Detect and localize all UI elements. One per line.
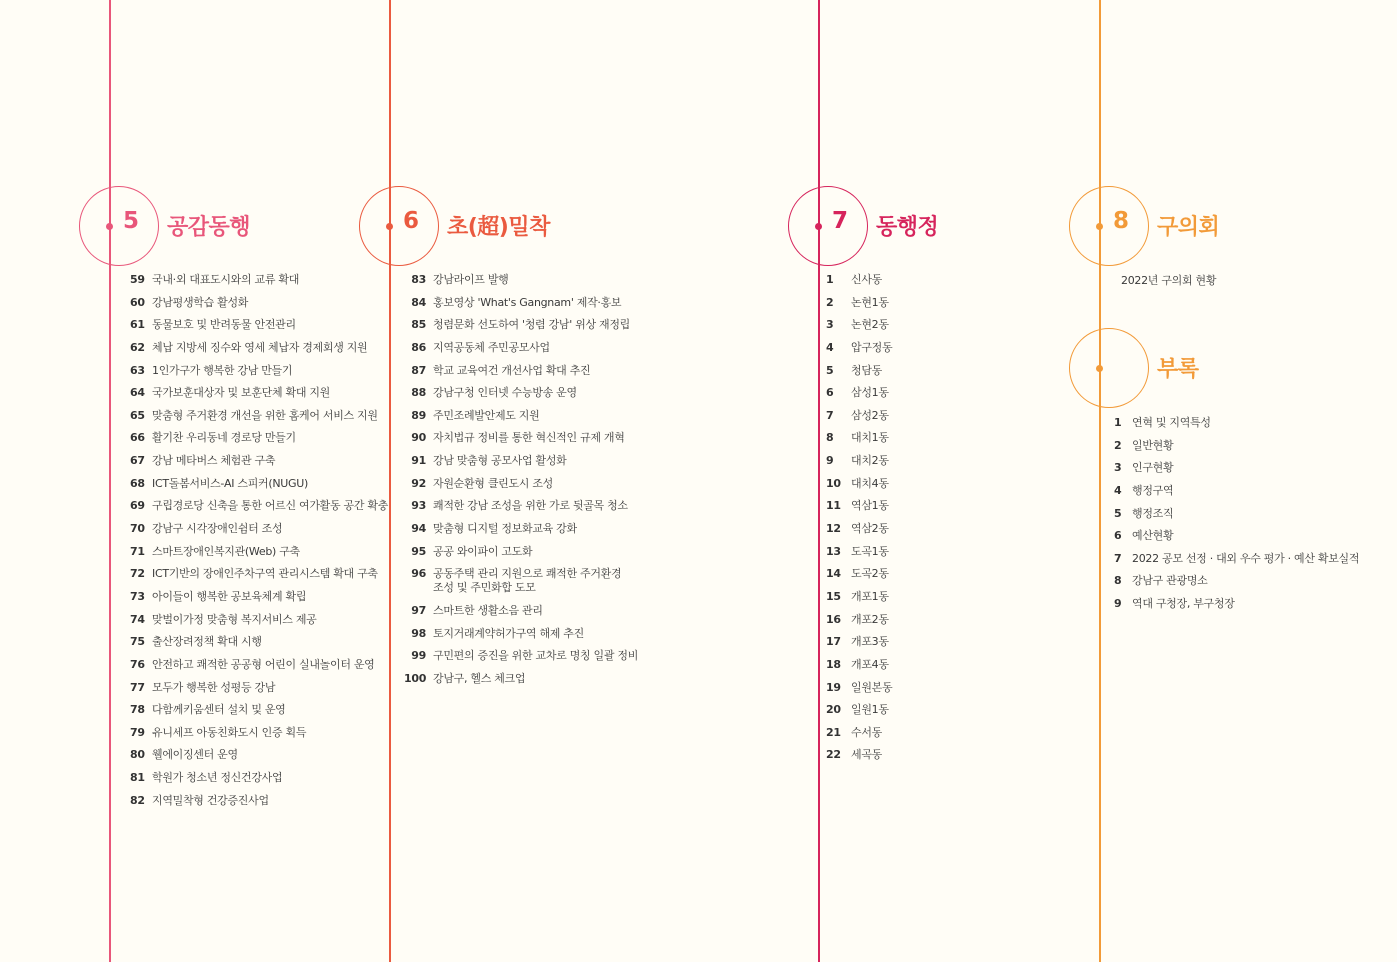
item-text: 웰에이징센터 운영: [152, 748, 238, 762]
item-text: 인구현황: [1132, 461, 1174, 475]
list-item: [404, 337, 638, 360]
item-text: 강남구청 인터넷 수능방송 운영: [433, 386, 577, 400]
item-text: 2022 공모 선정 · 대외 우수 평가 · 예산 확보실적: [1132, 551, 1360, 565]
list-item: [826, 314, 892, 337]
section-circle: [1069, 328, 1149, 408]
list-item: [117, 269, 388, 292]
item-text: 일원1동: [851, 703, 889, 717]
item-text: 학교 교육여건 개선사업 확대 추진: [433, 363, 591, 377]
list-item: [117, 631, 388, 654]
item-text: 토지거래계약허가구역 해제 추진: [433, 626, 584, 640]
item-text: 역삼1동: [851, 499, 889, 513]
item-text: 신사동: [851, 273, 882, 286]
item-text: 역삼2동: [851, 522, 889, 536]
list-item: [404, 314, 638, 337]
list-item: [117, 360, 388, 383]
item-number: 13: [826, 544, 841, 558]
list-item: [826, 609, 892, 632]
item-number: 16: [826, 612, 841, 626]
item-text: ICT기반의 장애인주차구역 관리시스템 확대 구축: [152, 567, 378, 581]
item-number: 5: [1114, 506, 1122, 520]
item-text: 개포2동: [851, 612, 889, 626]
section-appendix: [1069, 328, 1359, 616]
section-title: 부록: [1157, 357, 1199, 382]
item-number: 87: [411, 363, 426, 377]
section-6-list: [404, 269, 638, 691]
item-text: 스마트한 생활소음 관리: [433, 603, 543, 617]
item-text: 청담동: [851, 363, 882, 377]
item-text: 행정구역: [1132, 483, 1174, 497]
list-item: [826, 360, 892, 383]
item-number: 9: [826, 454, 834, 468]
list-item: [826, 382, 892, 405]
item-number: 8: [1114, 574, 1122, 588]
item-number: 70: [130, 522, 145, 536]
appendix-list: [1114, 412, 1359, 616]
section-title: 구의회: [1157, 215, 1220, 240]
item-number: 64: [130, 386, 145, 400]
section-dot: [106, 223, 113, 230]
list-item: [117, 337, 388, 360]
list-item: [826, 631, 892, 654]
list-item: [404, 292, 638, 315]
item-text: 강남라이프 발행: [433, 273, 509, 286]
item-number: 4: [1114, 483, 1122, 497]
item-number: 15: [826, 589, 841, 603]
list-item: [404, 495, 638, 518]
section-6-header: [359, 186, 638, 270]
list-item: [117, 427, 388, 450]
item-text: 공동주택 관리 지원으로 쾌적한 주거환경 조성 및 주민화합 도모: [433, 567, 622, 595]
item-number: 85: [411, 318, 426, 332]
item-number: 2: [826, 295, 834, 309]
list-item: [826, 405, 892, 428]
item-text: 개포3동: [851, 635, 889, 649]
list-item: [1114, 435, 1359, 458]
list-item: [117, 722, 388, 745]
item-text: 개포4동: [851, 657, 889, 671]
section-circle: [1069, 186, 1149, 266]
item-number: 14: [826, 567, 841, 581]
section-title: 초(超)밀착: [447, 215, 550, 240]
item-text: 강남구 시각장애인쉼터 조성: [152, 522, 283, 536]
item-number: 3: [1114, 461, 1122, 475]
item-text: 체납 지방세 징수와 영세 체납자 경제회생 지원: [152, 340, 368, 354]
item-number: 81: [130, 771, 145, 785]
item-text: 연혁 및 지역특성: [1132, 416, 1211, 429]
item-number: 73: [130, 589, 145, 603]
list-item: [826, 427, 892, 450]
section-8-header: [1069, 186, 1220, 270]
list-item: [826, 337, 892, 360]
item-text: 청렴문화 선도하여 '청렴 강남' 위상 재정립: [433, 318, 630, 332]
item-number: 63: [130, 363, 145, 377]
item-number: 79: [130, 725, 145, 739]
section-circle: [79, 186, 159, 266]
item-text: 논현1동: [851, 295, 889, 309]
list-item: [826, 292, 892, 315]
item-number: 90: [411, 431, 426, 445]
list-item: [117, 699, 388, 722]
item-number: 98: [411, 626, 426, 640]
item-number: 12: [826, 522, 841, 536]
list-item: [404, 518, 638, 541]
list-item: [826, 495, 892, 518]
item-text: 대치2동: [851, 454, 889, 468]
item-text: 구립경로당 신축을 통한 어르신 여가활동 공간 확충: [152, 499, 389, 513]
section-8: [1069, 186, 1220, 292]
item-number: 6: [826, 386, 834, 400]
section-dot: [1096, 223, 1103, 230]
list-item: [117, 744, 388, 767]
item-text: 안전하고 쾌적한 공공형 어린이 실내놀이터 운영: [152, 657, 375, 671]
list-item: [117, 405, 388, 428]
item-number: 68: [130, 476, 145, 490]
item-text: 일반현황: [1132, 438, 1174, 452]
item-text: 대치1동: [851, 431, 889, 445]
section-dot: [1096, 365, 1103, 372]
list-item: [404, 473, 638, 496]
item-text: 주민조례발안제도 지원: [433, 408, 540, 422]
list-item: [1114, 548, 1359, 571]
item-number: 9: [1114, 597, 1122, 611]
item-text: 예산현황: [1132, 529, 1174, 543]
list-item: [1114, 525, 1359, 548]
appendix-header: [1069, 328, 1359, 412]
item-number: 5: [826, 363, 834, 377]
item-number: 69: [130, 499, 145, 513]
list-item: [404, 541, 638, 564]
list-item: [826, 563, 892, 586]
item-text: 논현2동: [851, 318, 889, 332]
section-number: 7: [832, 208, 849, 234]
item-number: 7: [1114, 551, 1122, 565]
item-text: 공공 와이파이 고도화: [433, 544, 533, 558]
item-number: 11: [826, 499, 841, 513]
list-item: [1114, 570, 1359, 593]
list-item: [1114, 503, 1359, 526]
item-number: 21: [826, 725, 841, 739]
item-number: 2: [1114, 438, 1122, 452]
list-item: [826, 541, 892, 564]
list-item: [826, 677, 892, 700]
item-number: 17: [826, 635, 841, 649]
item-text: 수서동: [851, 725, 882, 739]
list-item: [117, 382, 388, 405]
section-number: 8: [1113, 208, 1130, 234]
list-item: [826, 586, 892, 609]
list-item: [117, 677, 388, 700]
section-dot: [386, 223, 393, 230]
list-item: [404, 427, 638, 450]
item-text: 동물보호 및 반려동물 안전관리: [152, 318, 296, 332]
item-number: 92: [411, 476, 426, 490]
list-item: [404, 269, 638, 292]
item-number: 91: [411, 454, 426, 468]
item-text: 맞벌이가정 맞춤형 복지서비스 제공: [152, 612, 317, 626]
item-text: 강남 맞춤형 공모사업 활성화: [433, 454, 567, 468]
item-number: 22: [826, 748, 841, 762]
item-number: 96: [411, 567, 426, 581]
list-item: [404, 668, 638, 691]
item-text: 스마트장애인복지관(Web) 구축: [152, 544, 300, 558]
item-number: 19: [826, 680, 841, 694]
item-text: 삼성2동: [851, 408, 889, 422]
item-number: 99: [411, 649, 426, 663]
item-number: 61: [130, 318, 145, 332]
list-item: [117, 767, 388, 790]
item-text: 맞춤형 디지털 정보화교육 강화: [433, 522, 577, 536]
item-number: 20: [826, 703, 841, 717]
section-7-header: [788, 186, 939, 270]
item-number: 76: [130, 657, 145, 671]
item-number: 10: [826, 476, 841, 490]
list-item: [826, 450, 892, 473]
item-text: 강남구, 헬스 체크업: [433, 671, 526, 685]
list-item: [826, 654, 892, 677]
list-item: [117, 541, 388, 564]
item-text: 1인가구가 행복한 강남 만들기: [152, 363, 293, 377]
item-text: 지역밀착형 건강증진사업: [152, 793, 269, 807]
item-number: 6: [1114, 529, 1122, 543]
item-number: 74: [130, 612, 145, 626]
item-number: 94: [411, 522, 426, 536]
item-text: 강남평생학습 활성화: [152, 295, 249, 309]
list-item: [404, 450, 638, 473]
section-5-list: [117, 269, 388, 812]
item-number: 83: [411, 273, 426, 286]
list-item: [826, 269, 892, 292]
item-text: 개포1동: [851, 589, 889, 603]
item-text: 지역공동체 주민공모사업: [433, 340, 550, 354]
list-item: [404, 382, 638, 405]
section-7: [788, 186, 939, 767]
list-item: [117, 292, 388, 315]
item-number: 1: [826, 273, 834, 286]
list-item: [117, 586, 388, 609]
item-number: 97: [411, 603, 426, 617]
item-text: 학원가 청소년 정신건강사업: [152, 771, 283, 785]
list-item: [117, 314, 388, 337]
item-number: 88: [411, 386, 426, 400]
section-5: [79, 186, 388, 812]
item-number: 60: [130, 295, 145, 309]
item-number: 77: [130, 680, 145, 694]
list-item: [404, 645, 638, 668]
item-text: 모두가 행복한 성평등 강남: [152, 680, 276, 694]
item-number: 4: [826, 340, 834, 354]
list-item: [117, 790, 388, 813]
item-text: 국내·외 대표도시와의 교류 확대: [152, 273, 300, 286]
list-item: [117, 563, 388, 586]
item-text: 도곡1동: [851, 544, 889, 558]
item-text: 아이들이 행복한 공보육체계 확립: [152, 589, 307, 603]
list-item: [826, 744, 892, 767]
item-text: ICT돌봄서비스-AI 스피커(NUGU): [152, 476, 309, 490]
item-text: 강남구 관광명소: [1132, 574, 1208, 588]
list-item: [1114, 480, 1359, 503]
item-text: 삼성1동: [851, 386, 889, 400]
item-number: 78: [130, 703, 145, 717]
section-circle: [788, 186, 868, 266]
section-title: 동행정: [876, 215, 939, 240]
item-text: 쾌적한 강남 조성을 위한 가로 뒷골목 청소: [433, 499, 628, 513]
list-item: [117, 473, 388, 496]
item-text: 홍보영상 'What's Gangnam' 제작·홍보: [433, 295, 622, 309]
item-text: 대치4동: [851, 476, 889, 490]
section-title: 공감동행: [167, 215, 251, 240]
list-item: [117, 495, 388, 518]
item-text: 행정조직: [1132, 506, 1174, 520]
list-item: [404, 360, 638, 383]
item-number: 93: [411, 499, 426, 513]
item-number: 82: [130, 793, 145, 807]
item-text: 국가보훈대상자 및 보훈단체 확대 지원: [152, 386, 331, 400]
item-text: 출산장려정책 확대 시행: [152, 635, 262, 649]
list-item: [826, 722, 892, 745]
item-number: 65: [130, 408, 145, 422]
section-7-list: [826, 269, 892, 767]
item-number: 66: [130, 431, 145, 445]
item-text: 맞춤형 주거환경 개선을 위한 홈케어 서비스 지원: [152, 408, 378, 422]
item-number: 95: [411, 544, 426, 558]
item-number: 75: [130, 635, 145, 649]
item-text: 압구정동: [851, 340, 893, 354]
council-status-line: 2022년 구의회 현황: [1121, 274, 1217, 287]
list-item: [404, 623, 638, 646]
section-6: [359, 186, 638, 691]
section-circle: [359, 186, 439, 266]
section-5-header: [79, 186, 388, 270]
list-item: [117, 654, 388, 677]
item-number: 72: [130, 567, 145, 581]
item-number: 18: [826, 657, 841, 671]
item-text: 유니세프 아동친화도시 인증 획득: [152, 725, 307, 739]
item-text: 강남 메타버스 체험관 구축: [152, 454, 276, 468]
list-item: [117, 609, 388, 632]
list-item: [826, 473, 892, 496]
list-item: [1114, 412, 1359, 435]
item-number: 84: [411, 295, 426, 309]
list-item: [404, 563, 638, 600]
item-number: 86: [411, 340, 426, 354]
item-number: 8: [826, 431, 834, 445]
list-item: [117, 518, 388, 541]
item-number: 3: [826, 318, 834, 332]
item-text: 도곡2동: [851, 567, 889, 581]
item-number: 62: [130, 340, 145, 354]
item-number: 71: [130, 544, 145, 558]
item-text: 활기찬 우리동네 경로당 만들기: [152, 431, 296, 445]
item-number: 100: [404, 671, 427, 685]
list-item: [404, 405, 638, 428]
item-number: 67: [130, 454, 145, 468]
item-number: 1: [1114, 416, 1122, 429]
item-text: 다함께키움센터 설치 및 운영: [152, 703, 286, 717]
item-text: 자원순환형 클린도시 조성: [433, 476, 553, 490]
item-text: 세곡동: [851, 748, 882, 762]
list-item: [404, 600, 638, 623]
section-number: 5: [123, 208, 140, 234]
list-item: [1114, 593, 1359, 616]
item-text: 구민편의 증진을 위한 교차로 명칭 일괄 정비: [433, 649, 639, 663]
item-number: 89: [411, 408, 426, 422]
list-item: [117, 450, 388, 473]
list-item: [826, 699, 892, 722]
item-text: 일원본동: [851, 680, 893, 694]
item-text: 자치법규 정비를 통한 혁신적인 규제 개혁: [433, 431, 625, 445]
list-item: [1114, 457, 1359, 480]
section-number: 6: [403, 208, 420, 234]
item-number: 59: [130, 273, 145, 286]
section-dot: [815, 223, 822, 230]
item-number: 80: [130, 748, 145, 762]
item-number: 7: [826, 408, 834, 422]
list-item: [826, 518, 892, 541]
item-text: 역대 구청장, 부구청장: [1132, 597, 1235, 611]
